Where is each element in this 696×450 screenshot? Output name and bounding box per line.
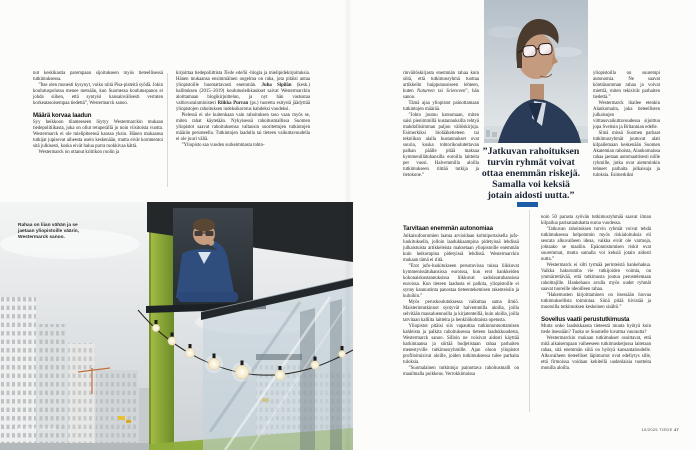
quote-line: Samalla voi keksiä bbox=[492, 179, 570, 190]
paragraph: nut keskikastia parempaan sijoitukseen myös tieteellisessä tutkimuksessa. bbox=[33, 71, 163, 82]
quote-line: ”Jatkuvan rahoituksen bbox=[482, 146, 580, 157]
paragraph: Tämä ajaa yliopistot painottamaan tutkintojen määrää. bbox=[403, 101, 479, 112]
forearms-on-rail bbox=[178, 292, 238, 302]
italic-journal-science: Scienceen bbox=[446, 89, 466, 94]
photo-westermarck-portrait bbox=[484, 0, 588, 143]
portrait-photo-illustration bbox=[484, 0, 588, 143]
paragraph bbox=[176, 71, 310, 113]
paragraph: ”Erot jufo-luokitukseen perustuvissa tuissa liikkuvat kymmenissätuhansissa euroissa, kun erot hankkeiden kokonaiskustannuksissa liikkuvat sadoissatuhansissa euroissa. Kun tieteen laadusta ei palkita, yliopistoille ei synny kannustinta panostaa tieteentekemisen rakenteisiin ja kuluihin.” bbox=[403, 263, 519, 299]
quote-line: turvin ryhmät voivat bbox=[487, 157, 575, 168]
text-run: tai bbox=[434, 89, 447, 94]
right-page-middle-column bbox=[403, 225, 519, 378]
bold-name-juha-sipila: Juha Sipilän bbox=[261, 83, 292, 88]
hair bbox=[193, 219, 215, 232]
right-page-right-column bbox=[541, 215, 651, 372]
paragraph: Siinä missä Suomen parhaat tutkimusryhmät joutuvat alati kilpailemaan keskenään Suomen Akatemian rahoista, Alankomaissa rahaa jaetaan automaattisesti niille ryhmille, jotka ovat aiemminkin tehneet parhaita julkaisuja ja tuloksia. Esimerkiksi bbox=[593, 131, 660, 178]
paragraph: Myös peruskoulutuksessa vaikuttaa sama ilmiö. Maisterintutkinnot syntyvät halvemmilla aloilla, joilla selvitään massaluennoilla ja kirjatenteillä, kuin aloilla, joilla tarvitaan kalliita laitteita ja henkilökohtaista opetusta. bbox=[403, 299, 519, 323]
paragraph: ”Itse olen monesti kysynyt, voiko niitä Pisa-pisteitä syödä. Jokin koulutuspolussa menee metsään, kun Suomessa koulutuspanos ei johda siihen, että syntyisi kansainvälisesti verraten korkeatasoisempaa tiedettä”, Westermarck sanoo. bbox=[33, 83, 163, 106]
quote-line: ottaa enemmän riskejä. bbox=[481, 168, 581, 179]
text-run: kirjoittaa tiedepoliittista bbox=[176, 71, 224, 76]
page-number: 46 bbox=[18, 426, 24, 431]
paragraph: ”Johto joutuu katsomaan, miten saisi pienimmillä kustannuksilla tehtyä mahdollisimman paljon väitöskirjoja. Esimerkiksi biolääketieteen tai tekniikan alalla kustannukset ovat suuria, koska tohtorikoulutettavan palkan päälle pitää maksaa kymmenillätuhansilla euroilla laitteita per vuosi. Halvemmilla aloilla tutkimukseen riittää tutkija ja tietokone.” bbox=[403, 113, 479, 178]
photo-caption: Rahaa on liian vähän ja se jaetaan yliopistoille väärin, Westermarck sanoo. bbox=[18, 223, 80, 241]
text-run: rinväitöskirjasta enemmän rahaa kuin siitä, että tutkimusryhmä tuottaa artikkelin huipputasoiseen lehteen, kuten bbox=[403, 71, 479, 94]
hand bbox=[208, 239, 214, 245]
quote-divider-bar bbox=[517, 202, 538, 207]
magazine-name-date: 10/2025 TIEDE bbox=[641, 427, 673, 432]
page-number-left bbox=[18, 427, 56, 431]
paragraph: ”Yliopisto saa vuoden surkeimmasta tohto- bbox=[181, 143, 265, 148]
paragraph: Syy heikkoon tilanteeseen löytyy Westermarckin mukaan tiedepolitiikasta, joka on ollut retuperällä jo noin viisitoista vuotta. Westermarck ei ole mielipiteensä kanssa yksin. Hänen mukaansa tutkijat jupisevat aiheesta usein keskenään, mutta eivät kommentoi sitä julkisesti, koska eivät halua purra ruokkivaa kättä. bbox=[33, 120, 163, 149]
italic-blog-title: Tiede edellä bbox=[223, 71, 248, 76]
italic-journal-nature: Natureen bbox=[417, 89, 435, 94]
page-number-right bbox=[641, 428, 679, 432]
section-heading-sovellus: Sovellus vaatii perustutkimusta bbox=[541, 315, 630, 323]
quote-line: jotain aidosti uutta.” bbox=[487, 190, 575, 201]
paragraph: ”Hakemusten kirjoittaminen on itsessään luovaa tutkimuksellista toimintaa. Siinä pitää tiivistää ja muotoilla tutkimuksen keskeinen sisältö.” bbox=[541, 293, 651, 310]
photo-westermarck-balcony bbox=[0, 202, 353, 450]
pull-quote bbox=[456, 146, 606, 201]
left-page-column-2 bbox=[176, 71, 310, 149]
eyeglasses bbox=[195, 231, 203, 236]
text-run: ”, hän sanoo. bbox=[403, 89, 479, 100]
section-heading-autonomia: Tarvitaan enemmän autonomiaa bbox=[403, 225, 493, 232]
paragraph: Westermarck on ottanut kriitikon roolin ja bbox=[38, 150, 120, 155]
paragraph: Westermarck ei silti tyrmää perinteistä hankehakua. Vaikka hakurumba vie tutkijoiden voimia, on ymmärrettävää, että tutkimusta joutuu perustelemaan rahoittajille. Hankehaun avulla myös uudet ryhmät saavat tuoreille ideoilleen rahaa. bbox=[541, 263, 651, 292]
paragraph bbox=[403, 71, 479, 101]
paragraph: Westermarckin mukaan tutkimukset osoittavat, että mitä aikaisempaan vaiheeseen tutkimusketjussa laitetaan rahaa, sitä enemmän siitä on hyötyä kansantaloudelle. Alkuvaiheen tieteelliset läpimurrot ovat edellytys sille, että firmoissa voidaan kehitellä uudenlaisia tuotteita monilla aloilla. bbox=[541, 336, 651, 371]
column-rule-left-page bbox=[167, 73, 168, 187]
paragraph: ”Jatkuvan rahoituksen turvin ryhmät voivat tehdä tutkimuksessa helpommin myös riskialoituksia eli seurata alkuvaiheen ideaa, vaikka eivät ole varmoja, johtaako se maaliin. Epäonnistumisen riskit ovat suuremmat, mutta samalla voi keksiä jotain aidosti uutta.” bbox=[541, 227, 651, 262]
paragraph: ”Suomalainen tutkintoja painottava rahoitusmalli on maailmalla poikkeus. Verrokkimaissa bbox=[403, 365, 519, 377]
magazine-name-date: TIEDE 10/2025 bbox=[24, 426, 56, 431]
left-page-column-1 bbox=[33, 71, 163, 156]
paragraph: Westermarck ihailee etenkin Alankomaita, joka tieteellisten julkaisujen viittausvaikuttavuudessa sijoittuu jopa Sveitsin ja Britannian edelle. bbox=[593, 101, 660, 130]
bold-name-riikka-purra: Riikka Purran bbox=[217, 101, 249, 106]
paragraph: noin 50 parasta syövän tutkimusryhmää saavat ilman kilpailua parisataatuhatta euroa vuodessa. bbox=[541, 215, 651, 226]
paragraph: Pielessä ei ole kuitenkaan vain rahoituksen taso vaan myös se, miten rahat käytetään. Nykyisessä rahoitusmallissa Suomen yliopistot saavat rahoituksensa valtaosin suoritettujen tutkintojen määrän perusteella. Tutkintojen laadulla tai tieteen vaikuttavuudella ei ole juuri väliä. bbox=[176, 113, 310, 142]
paragraph: Yliopistot pitäisi siis vapauttaa tutkinnontuottamisen kahleista ja palkita rahoituksessa tieteen laadukkuudesta, Westermarck sanoo. Silloin ne voisivat aidosti käyttää harkintaansa ja siirtää budjetistaan rahaa parhaiten menestyville tutkimusryhmille. Ajan oloon yliopistot profiloituisivat aloille, joiden tutkimuksessa tulee parhaita tuloksia. bbox=[403, 323, 519, 365]
text-run: (kesk.) hallituksen (2015–2019) koulutusleikkaukset saivat Westermarckin aloittamaan blogikirjoittelun, ja nyt hän vastustaa valtiovarainministeri bbox=[176, 83, 311, 106]
column-rule-right-page bbox=[529, 210, 530, 412]
section-heading-maara-korvaa-laadun: Määrä korvaa laadun bbox=[33, 111, 92, 119]
page-number: 47 bbox=[673, 427, 679, 432]
paragraph: yliopistoilla on suurempi autonomia. Ne saavat könttäsumman rahaa ja voivat miettiä, miten tekisivät parhaiten tiedettä.” bbox=[593, 71, 660, 100]
text-run: (ps.) tuoretta esitystä jäädyttää yliopistojen rahoituksen indeksikorotus kahdeksi vuodeksi. bbox=[176, 101, 310, 112]
paragraph: Julkaisufoorumien laatua arvioidaan kolmiportaisella jufo-luokituksella, jolloin laadukkaampina pidetyissä lehdissä julkaistuista artikkeleista maksetaan yliopistoille enemmän kuin heikompina pidetyissä lehdissä. Westermarckin mukaan tämä ei riitä. bbox=[403, 233, 519, 263]
yellow-machine bbox=[118, 416, 125, 420]
text-run: -blogia ja mielipidekirjoituksia. Hänen mukaansa ensimmäinen ongelma on raha, jota pitäisi antaa yliopistoille huomattavasti enemmän. bbox=[176, 71, 310, 88]
paragraph: Mutta onko laadukkaasta tieteestä muuta hyötyä kuin tiede itsessään? Tuoko se Suomelle luvattua vaurautta? bbox=[541, 324, 651, 335]
